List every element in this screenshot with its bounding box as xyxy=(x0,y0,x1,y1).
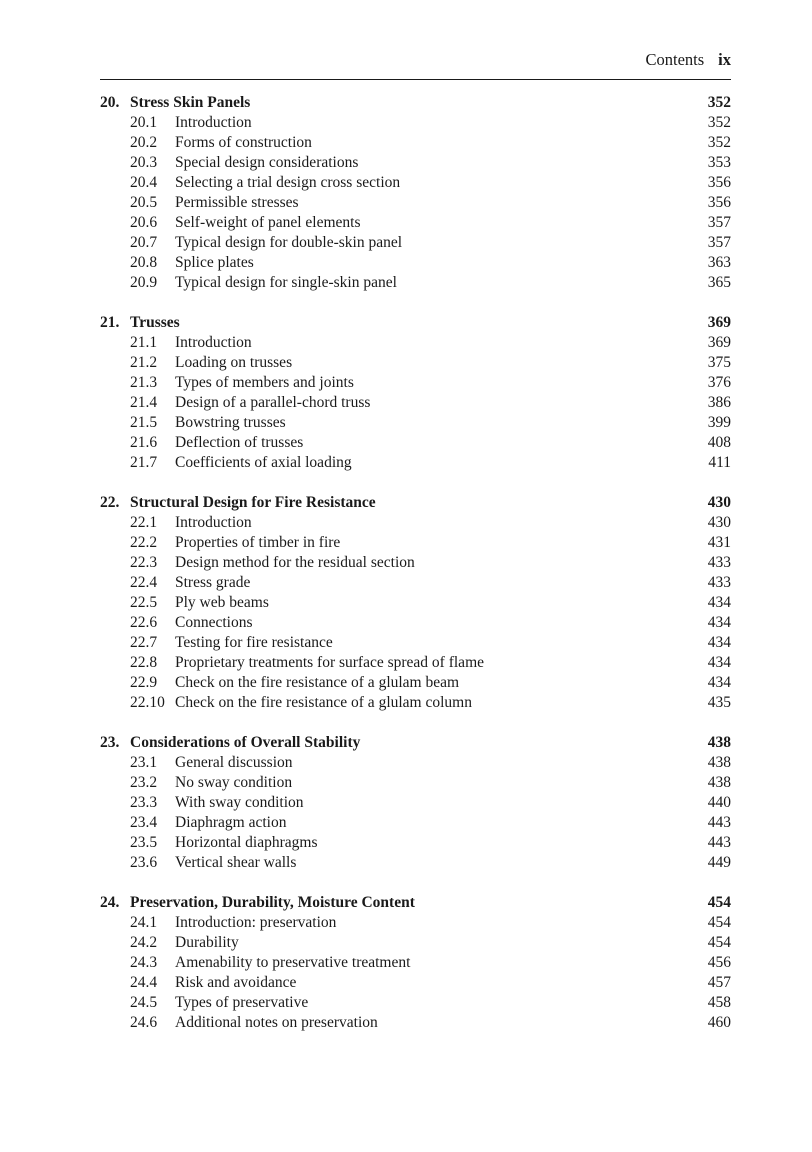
section-page: 356 xyxy=(707,174,731,191)
section-number: 23.5 xyxy=(130,834,158,851)
toc-entry[interactable] xyxy=(100,373,731,393)
section-title: Connections xyxy=(175,614,253,631)
section-number: 21.4 xyxy=(130,394,158,411)
section-number: 22.3 xyxy=(130,554,158,571)
chapter-title: Trusses xyxy=(130,314,180,331)
section-page: 440 xyxy=(707,794,731,811)
section-number: 23.6 xyxy=(130,854,158,871)
section-title: Properties of timber in fire xyxy=(175,534,341,551)
chapter-heading[interactable] xyxy=(100,93,731,113)
toc-entry[interactable] xyxy=(100,773,731,793)
section-page: 375 xyxy=(707,354,731,371)
section-number: 21.6 xyxy=(130,434,158,451)
chapter-title: Preservation, Durability, Moisture Content xyxy=(130,894,415,911)
section-page: 399 xyxy=(707,414,731,431)
section-number: 21.2 xyxy=(130,354,158,371)
section-page: 460 xyxy=(707,1014,731,1031)
section-title: Introduction xyxy=(175,334,252,351)
toc-entry[interactable] xyxy=(100,673,731,693)
section-number: 24.5 xyxy=(130,994,158,1011)
chapter-page: 369 xyxy=(707,314,731,331)
toc-entry[interactable] xyxy=(100,353,731,373)
chapter-page: 454 xyxy=(707,894,731,911)
section-number: 22.2 xyxy=(130,534,158,551)
chapter-number: 20. xyxy=(100,94,120,111)
section-title: Durability xyxy=(175,934,239,951)
section-page: 411 xyxy=(708,454,731,471)
section-page: 438 xyxy=(707,774,731,791)
section-number: 23.2 xyxy=(130,774,158,791)
chapter-page: 352 xyxy=(707,94,731,111)
header-rule xyxy=(100,79,731,80)
toc-entry[interactable] xyxy=(100,213,731,233)
section-title: Typical design for double-skin panel xyxy=(175,234,403,251)
section-title: Testing for fire resistance xyxy=(175,634,333,651)
section-title: Introduction: preservation xyxy=(175,914,337,931)
section-title: Risk and avoidance xyxy=(175,974,297,991)
toc-entry[interactable] xyxy=(100,413,731,433)
section-page: 433 xyxy=(707,574,731,591)
section-title: Introduction xyxy=(175,114,252,131)
section-title: Check on the fire resistance of a glulam column xyxy=(175,694,472,711)
section-title: Coefficients of axial loading xyxy=(175,454,352,471)
section-number: 20.3 xyxy=(130,154,158,171)
section-number: 24.1 xyxy=(130,914,158,931)
running-header-label: Contents xyxy=(645,50,705,69)
toc-entry[interactable] xyxy=(100,833,731,853)
section-number: 20.1 xyxy=(130,114,158,131)
section-number: 20.7 xyxy=(130,234,158,251)
section-title: Proprietary treatments for surface spread of flame xyxy=(175,654,485,671)
toc-entry[interactable] xyxy=(100,553,731,573)
section-title: General discussion xyxy=(175,754,293,771)
running-header xyxy=(100,49,731,71)
toc-entry[interactable] xyxy=(100,253,731,273)
section-title: Check on the fire resistance of a glulam beam xyxy=(175,674,460,691)
section-number: 22.4 xyxy=(130,574,158,591)
section-page: 434 xyxy=(707,674,731,691)
chapter-title: Stress Skin Panels xyxy=(130,94,251,111)
toc-entry[interactable] xyxy=(100,753,731,773)
section-page: 434 xyxy=(707,654,731,671)
section-title: Design of a parallel-chord truss xyxy=(175,394,371,411)
toc-entry[interactable] xyxy=(100,433,731,453)
table-of-contents xyxy=(100,93,731,1053)
section-title: Introduction xyxy=(175,514,252,531)
section-page: 434 xyxy=(707,634,731,651)
section-number: 22.5 xyxy=(130,594,158,611)
section-title: Bowstring trusses xyxy=(175,414,286,431)
section-number: 20.9 xyxy=(130,274,158,291)
section-title: Types of preservative xyxy=(175,994,309,1011)
toc-entry[interactable] xyxy=(100,173,731,193)
section-page: 353 xyxy=(707,154,731,171)
section-page: 434 xyxy=(707,594,731,611)
toc-entry[interactable] xyxy=(100,813,731,833)
toc-entry[interactable] xyxy=(100,193,731,213)
section-page: 352 xyxy=(707,134,731,151)
section-title: Horizontal diaphragms xyxy=(175,834,318,851)
section-page: 457 xyxy=(707,974,731,991)
section-number: 21.7 xyxy=(130,454,158,471)
section-number: 20.4 xyxy=(130,174,158,191)
section-number: 22.8 xyxy=(130,654,158,671)
section-title: Typical design for single-skin panel xyxy=(175,274,397,291)
toc-chapter xyxy=(100,733,731,873)
section-page: 443 xyxy=(707,834,731,851)
toc-entry[interactable] xyxy=(100,453,731,473)
section-number: 21.5 xyxy=(130,414,158,431)
section-number: 21.3 xyxy=(130,374,158,391)
section-number: 23.3 xyxy=(130,794,158,811)
toc-entry[interactable] xyxy=(100,973,731,993)
chapter-number: 22. xyxy=(100,494,120,511)
section-number: 24.4 xyxy=(130,974,158,991)
toc-chapter xyxy=(100,93,731,293)
section-title: Additional notes on preservation xyxy=(175,1014,378,1031)
section-number: 24.2 xyxy=(130,934,158,951)
section-title: Diaphragm action xyxy=(175,814,287,831)
section-title: Forms of construction xyxy=(175,134,312,151)
section-title: Selecting a trial design cross section xyxy=(175,174,401,191)
section-title: Splice plates xyxy=(175,254,254,271)
toc-entry[interactable] xyxy=(100,593,731,613)
chapter-heading[interactable] xyxy=(100,313,731,333)
section-page: 458 xyxy=(707,994,731,1011)
section-page: 363 xyxy=(707,254,731,271)
chapter-number: 21. xyxy=(100,314,120,331)
section-page: 357 xyxy=(707,234,731,251)
section-page: 435 xyxy=(707,694,731,711)
section-title: Amenability to preservative treatment xyxy=(175,954,411,971)
section-page: 456 xyxy=(707,954,731,971)
section-number: 23.1 xyxy=(130,754,158,771)
section-title: Self-weight of panel elements xyxy=(175,214,361,231)
toc-entry[interactable] xyxy=(100,793,731,813)
toc-entry[interactable] xyxy=(100,853,731,873)
section-number: 20.2 xyxy=(130,134,158,151)
toc-entry[interactable] xyxy=(100,233,731,253)
section-number: 22.1 xyxy=(130,514,158,531)
section-number: 22.9 xyxy=(130,674,158,691)
toc-entry[interactable] xyxy=(100,113,731,133)
section-title: Permissible stresses xyxy=(175,194,299,211)
toc-entry[interactable] xyxy=(100,533,731,553)
section-number: 23.4 xyxy=(130,814,158,831)
section-number: 20.5 xyxy=(130,194,158,211)
toc-entry[interactable] xyxy=(100,573,731,593)
section-page: 386 xyxy=(707,394,731,411)
chapter-number: 24. xyxy=(100,894,120,911)
section-page: 454 xyxy=(707,914,731,931)
chapter-title: Structural Design for Fire Resistance xyxy=(130,494,376,511)
section-number: 22.7 xyxy=(130,634,158,651)
toc-entry[interactable] xyxy=(100,913,731,933)
toc-entry[interactable] xyxy=(100,513,731,533)
chapter-page: 430 xyxy=(707,494,731,511)
toc-entry[interactable] xyxy=(100,993,731,1013)
toc-chapter xyxy=(100,313,731,473)
toc-chapter xyxy=(100,493,731,713)
chapter-title: Considerations of Overall Stability xyxy=(130,734,361,751)
section-title: Deflection of trusses xyxy=(175,434,304,451)
toc-entry[interactable] xyxy=(100,133,731,153)
section-title: Types of members and joints xyxy=(175,374,354,391)
section-title: Design method for the residual section xyxy=(175,554,415,571)
toc-entry[interactable] xyxy=(100,1013,731,1033)
section-number: 24.6 xyxy=(130,1014,158,1031)
toc-entry[interactable] xyxy=(100,613,731,633)
section-page: 369 xyxy=(707,334,731,351)
section-number: 21.1 xyxy=(130,334,158,351)
chapter-number: 23. xyxy=(100,734,120,751)
chapter-heading[interactable] xyxy=(100,893,731,913)
toc-entry[interactable] xyxy=(100,693,731,713)
toc-entry[interactable] xyxy=(100,953,731,973)
section-title: With sway condition xyxy=(175,794,304,811)
section-title: Loading on trusses xyxy=(175,354,293,371)
section-title: No sway condition xyxy=(175,774,293,791)
section-number: 20.6 xyxy=(130,214,158,231)
section-page: 434 xyxy=(707,614,731,631)
toc-entry[interactable] xyxy=(100,653,731,673)
section-title: Ply web beams xyxy=(175,594,269,611)
section-page: 433 xyxy=(707,554,731,571)
chapter-page: 438 xyxy=(707,734,731,751)
section-page: 376 xyxy=(707,374,731,391)
section-title: Stress grade xyxy=(175,574,251,591)
chapter-heading[interactable] xyxy=(100,733,731,753)
section-number: 22.10 xyxy=(130,694,165,711)
section-page: 356 xyxy=(707,194,731,211)
chapter-heading[interactable] xyxy=(100,493,731,513)
toc-entry[interactable] xyxy=(100,273,731,293)
section-title: Vertical shear walls xyxy=(175,854,297,871)
toc-entry[interactable] xyxy=(100,393,731,413)
section-page: 454 xyxy=(707,934,731,951)
section-page: 431 xyxy=(707,534,731,551)
section-page: 408 xyxy=(707,434,731,451)
toc-entry[interactable] xyxy=(100,333,731,353)
section-page: 443 xyxy=(707,814,731,831)
section-page: 438 xyxy=(707,754,731,771)
page-number: ix xyxy=(718,50,731,69)
section-page: 430 xyxy=(707,514,731,531)
section-page: 357 xyxy=(707,214,731,231)
toc-entry[interactable] xyxy=(100,933,731,953)
section-number: 22.6 xyxy=(130,614,158,631)
section-number: 20.8 xyxy=(130,254,158,271)
toc-entry[interactable] xyxy=(100,633,731,653)
section-page: 365 xyxy=(707,274,731,291)
section-title: Special design considerations xyxy=(175,154,359,171)
section-number: 24.3 xyxy=(130,954,158,971)
toc-entry[interactable] xyxy=(100,153,731,173)
toc-chapter xyxy=(100,893,731,1033)
section-page: 352 xyxy=(707,114,731,131)
section-page: 449 xyxy=(707,854,731,871)
